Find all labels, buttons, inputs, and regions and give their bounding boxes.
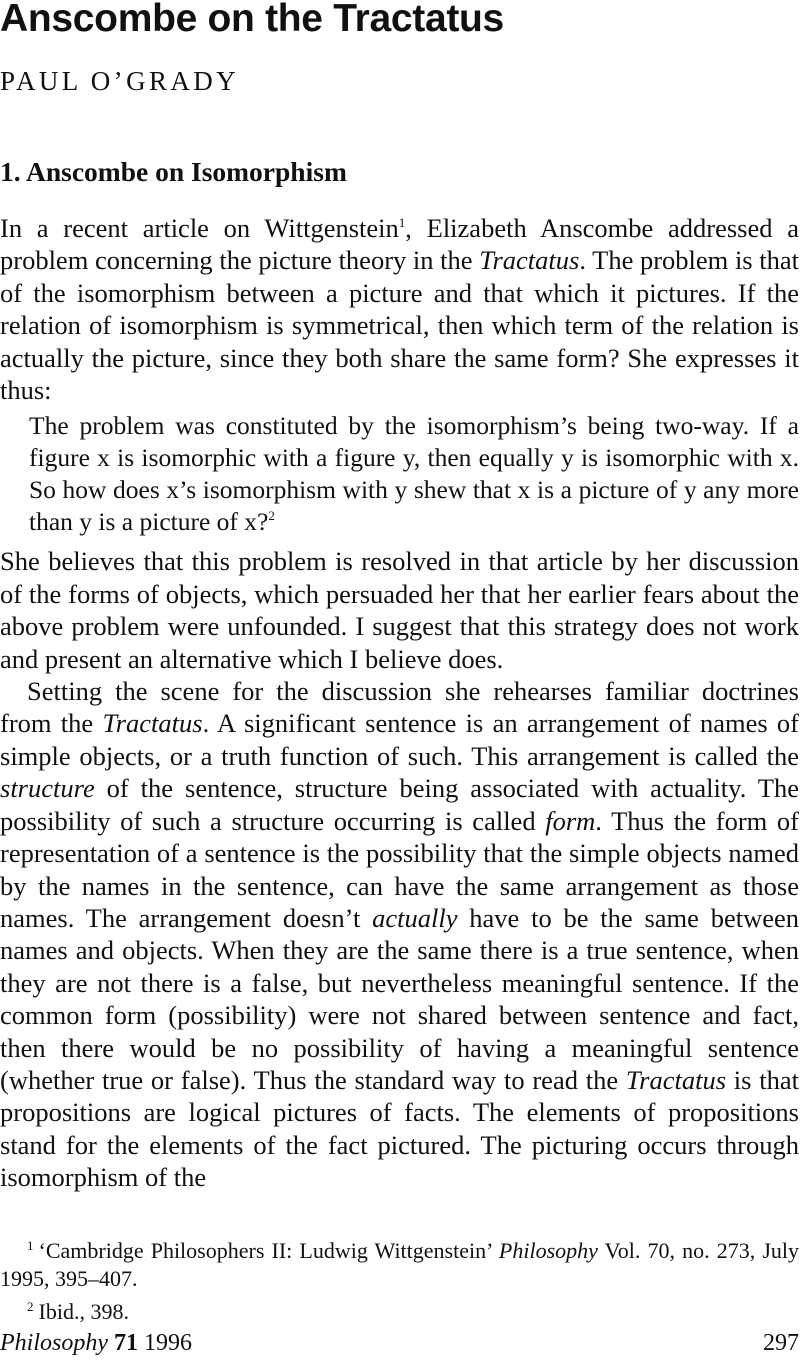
paragraph-1-text-b: , Elizabeth Anscombe addressed a problem concerning the picture theory in the bbox=[0, 213, 799, 276]
form-italic: form bbox=[545, 805, 596, 836]
footnote-2-text: Ibid., 398. bbox=[38, 1299, 129, 1324]
article-title: Anscombe on the Tractatus bbox=[0, 0, 504, 40]
block-quote-text: The problem was constituted by the isomorphism’s being two-way. If a figure x is isomorphic with a figure y, then equally y is isomorphic with x. So how does x’s isomorphism with y shew that x is a picture of y any more than y is a picture of x? bbox=[29, 411, 799, 537]
footnote-ref-2: 2 bbox=[268, 508, 275, 524]
paragraph-3-text-a: Setting the scene for the discussion she rehearses familiar doctrines from the bbox=[0, 676, 799, 739]
footnotes bbox=[0, 1232, 799, 1326]
structure-italic: structure bbox=[0, 773, 95, 804]
journal-year: 1996 bbox=[144, 1330, 192, 1356]
philosophy-italic: Philosophy bbox=[498, 1238, 598, 1263]
paragraph-2: She believes that this problem is resolved in that article by her discussion of the forms of objects, which persuaded her that her earlier fears about the above problem were unfounded. I suggest that this strategy does not work and present an alternative which I believe does. bbox=[0, 546, 799, 674]
paragraph-1-text-c: . The problem is that of the isomorphism between a picture and that which it pictures. If the relation of isomorphism is symmetrical, then which term of the relation is actually the picture, since they both share the same form? She expresses it thus: bbox=[0, 245, 799, 406]
footnote-1 bbox=[0, 1232, 799, 1293]
footnote-1-text-a: ‘Cambridge Philosophers II: Ludwig Wittgenstein’ bbox=[38, 1238, 499, 1263]
footnote-2-marker: 2 bbox=[27, 1299, 34, 1314]
actually-italic: actually bbox=[372, 902, 458, 933]
paragraph-3-text-e: have to be the same between names and objects. When they are the same there is a true sentence, when they are not there is a false, but nevertheless meaningful sentence. If the common form (possibility) were not shared between sentence and fact, then there would be no possibility of having a meaningful sentence (whether true or false). Thus the standard way to read the bbox=[0, 902, 799, 1095]
author-name: PAUL O’GRADY bbox=[0, 66, 240, 96]
paragraph-1 bbox=[0, 212, 799, 406]
paragraph-3-text-b: . A significant sentence is an arrangement of names of simple objects, or a truth function of such. This arrangement is called the bbox=[0, 708, 799, 771]
paragraph-3-text-c: of the sentence, structure being associated with actuality. The possibility of such a structure occurring is called bbox=[0, 773, 799, 836]
journal-citation bbox=[0, 1330, 192, 1357]
tractatus-italic: Tractatus bbox=[102, 708, 203, 739]
footnote-ref-1: 1 bbox=[398, 215, 406, 230]
journal-name: Philosophy bbox=[0, 1330, 108, 1356]
tractatus-italic: Tractatus bbox=[479, 245, 580, 276]
page-footer bbox=[0, 1330, 799, 1362]
journal-volume: 71 bbox=[114, 1330, 138, 1356]
paragraph-3-text-d: . Thus the form of representation of a sentence is the possibility that the simple objects named by the names in the sentence, can have the same arrangement as those names. The arrangement doesn’t bbox=[0, 805, 799, 933]
footnote-2 bbox=[0, 1293, 799, 1326]
paragraph-1-text-a: In a recent article on Wittgenstein bbox=[0, 213, 399, 243]
page-number: 297 bbox=[763, 1330, 799, 1356]
section-heading: 1. Anscombe on Isomorphism bbox=[0, 156, 347, 187]
footnote-1-marker: 1 bbox=[27, 1238, 34, 1253]
footnote-1-text-b: Vol. 70, no. 273, July 1995, 395–407. bbox=[0, 1238, 799, 1291]
paragraph-3-text-f: is that propositions are logical pictures of facts. The elements of propositions stand for the elements of the fact pictured. The picturing occurs through isomorphism of the bbox=[0, 1064, 799, 1193]
tractatus-italic: Tractatus bbox=[625, 1064, 727, 1095]
article-body bbox=[0, 212, 799, 1194]
paragraph-3 bbox=[0, 675, 799, 1194]
block-quote bbox=[29, 410, 799, 538]
